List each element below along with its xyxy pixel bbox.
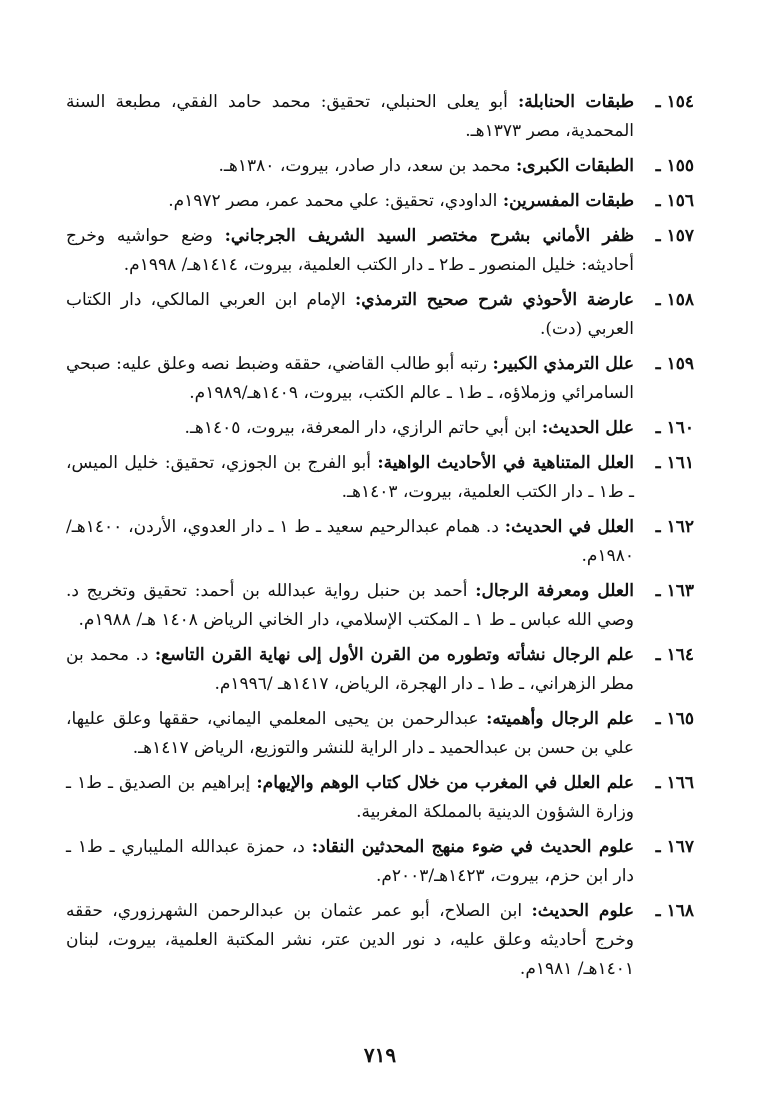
bibliography-entry bbox=[66, 350, 694, 408]
bibliography-entry bbox=[66, 577, 694, 635]
entry-number: ١٥٥ـ bbox=[655, 156, 694, 176]
entry-number: ١٥٩ـ bbox=[655, 354, 694, 374]
entry-title: علوم الحديث: bbox=[531, 901, 635, 921]
entry-text: أحمد بن حنبل رواية عبدالله بن أحمد: تحقيق وتخريج د. وصي الله عباس ـ ط ١ ـ المكتب الإسلامي، دار الخاني الرياض ١٤٠٨ هـ/ ١٩٨٨م. bbox=[66, 581, 634, 630]
entry-body bbox=[66, 449, 634, 507]
entry-text: د. همام عبدالرحيم سعيد ـ ط ١ ـ دار العدوي، الأردن، ١٤٠٠هـ/ ١٩٨٠م. bbox=[66, 517, 634, 566]
entry-title: ظفر الأماني بشرح مختصر السيد الشريف الجرجاني: bbox=[224, 226, 634, 246]
bibliography-entry bbox=[66, 88, 694, 146]
entry-number: ١٦٤ـ bbox=[655, 645, 694, 665]
entry-text: ابن الصلاح، أبو عمر عثمان بن عبدالرحمن الشهرزوري، حققه وخرج أحاديثه وعلق عليه، د نور الدين عتر، نشر المكتبة العلمية، بيروت، لبنان ١٤٠١هـ/ ١٩٨١م. bbox=[66, 901, 634, 979]
bibliography-entry bbox=[66, 705, 694, 763]
entry-body bbox=[66, 286, 634, 344]
entry-body bbox=[66, 152, 634, 181]
bibliography-entry bbox=[66, 897, 694, 984]
entry-body bbox=[66, 222, 634, 280]
entry-title: طبقات الحنابلة: bbox=[517, 92, 635, 112]
entry-body bbox=[66, 641, 634, 699]
entry-title: العلل ومعرفة الرجال: bbox=[475, 581, 634, 601]
entry-title: عارضة الأحوذي شرح صحيح الترمذي: bbox=[354, 290, 634, 310]
entry-number: ١٥٧ـ bbox=[655, 226, 694, 246]
bibliography-entry bbox=[66, 286, 694, 344]
entry-number: ١٦١ـ bbox=[655, 453, 694, 473]
bibliography-entry bbox=[66, 414, 694, 443]
entry-body bbox=[66, 350, 634, 408]
entry-text: إبراهيم بن الصديق ـ ط١ ـ وزارة الشؤون الدينية بالمملكة المغربية. bbox=[66, 773, 634, 822]
entry-text: رتبه أبو طالب القاضي، حققه وضبط نصه وعلق عليه: صبحي السامرائي وزملاؤه، ـ ط١ ـ عالم الكتب، بيروت، ١٤٠٩هـ/١٩٨٩م. bbox=[66, 354, 634, 403]
entry-number: ١٥٦ـ bbox=[655, 191, 694, 211]
entry-text: د. محمد بن مطر الزهراني، ـ ط١ ـ دار الهجرة، الرياض، ١٤١٧هـ /١٩٩٦م. bbox=[66, 645, 634, 694]
entry-text: الداودي، تحقيق: علي محمد عمر، مصر ١٩٧٢م. bbox=[168, 191, 503, 211]
entry-text: الإمام ابن العربي المالكي، دار الكتاب العربي (دت). bbox=[66, 290, 634, 339]
entry-body bbox=[66, 897, 634, 984]
entry-title: علوم الحديث في ضوء منهج المحدثين النقاد: bbox=[311, 837, 634, 857]
entry-number: ١٥٤ـ bbox=[655, 92, 694, 112]
entry-title: علل الحديث: bbox=[541, 418, 634, 438]
entry-number: ١٦٧ـ bbox=[655, 837, 694, 857]
entry-title: العلل المتناهية في الأحاديث الواهية: bbox=[377, 453, 635, 473]
entry-title: علم الرجال وأهميته: bbox=[486, 709, 635, 729]
entry-body bbox=[66, 187, 634, 216]
bibliography-entry bbox=[66, 513, 694, 571]
bibliography-entry bbox=[66, 769, 694, 827]
entry-text: أبو يعلى الحنبلي، تحقيق: محمد حامد الفقي، مطبعة السنة المحمدية، مصر ١٣٧٣هـ. bbox=[66, 92, 634, 141]
entry-text: ابن أبي حاتم الرازي، دار المعرفة، بيروت، ١٤٠٥هـ. bbox=[184, 418, 542, 438]
bibliography-entry bbox=[66, 833, 694, 891]
bibliography-entry bbox=[66, 187, 694, 216]
entry-body bbox=[66, 833, 634, 891]
bibliography-list bbox=[66, 88, 694, 990]
entry-body bbox=[66, 769, 634, 827]
entry-title: علم الرجال نشأته وتطوره من القرن الأول إلى نهاية القرن التاسع: bbox=[154, 645, 634, 665]
entry-title: العلل في الحديث: bbox=[504, 517, 634, 537]
entry-number: ١٦٥ـ bbox=[655, 709, 694, 729]
entry-title: طبقات المفسرين: bbox=[502, 191, 634, 211]
bibliography-entry bbox=[66, 222, 694, 280]
entry-body bbox=[66, 577, 634, 635]
page-number: ٧١٩ bbox=[363, 1043, 397, 1067]
entry-title: الطبقات الكبرى: bbox=[515, 156, 634, 176]
entry-body bbox=[66, 88, 634, 146]
entry-body bbox=[66, 414, 634, 443]
entry-number: ١٥٨ـ bbox=[655, 290, 694, 310]
entry-text: محمد بن سعد، دار صادر، بيروت، ١٣٨٠هـ. bbox=[218, 156, 516, 176]
entry-text: د، حمزة عبدالله المليباري ـ ط١ ـ دار ابن حزم، بيروت، ١٤٢٣هـ/٢٠٠٣م. bbox=[66, 837, 634, 886]
entry-body bbox=[66, 513, 634, 571]
entry-text: عبدالرحمن بن يحيى المعلمي اليماني، حققها وعلق عليها، علي بن حسن بن عبدالحميد ـ دار الراية للنشر والتوزيع، الرياض ١٤١٧هـ. bbox=[66, 709, 634, 758]
entry-title: علم العلل في المغرب من خلال كتاب الوهم والإيهام: bbox=[256, 773, 634, 793]
entry-number: ١٦٦ـ bbox=[655, 773, 694, 793]
bibliography-entry bbox=[66, 449, 694, 507]
entry-title: علل الترمذي الكبير: bbox=[492, 354, 635, 374]
bibliography-entry bbox=[66, 641, 694, 699]
entry-text: أبو الفرج بن الجوزي، تحقيق: خليل الميس، ـ ط١ ـ دار الكتب العلمية، بيروت، ١٤٠٣هـ. bbox=[66, 453, 634, 502]
bibliography-entry bbox=[66, 152, 694, 181]
entry-body bbox=[66, 705, 634, 763]
entry-text: وضع حواشيه وخرج أحاديثه: خليل المنصور ـ ط٢ ـ دار الكتب العلمية، بيروت، ١٤١٤هـ/ ١٩٩٨م. bbox=[66, 226, 634, 275]
entry-number: ١٦٣ـ bbox=[655, 581, 694, 601]
entry-number: ١٦٠ـ bbox=[655, 418, 694, 438]
entry-number: ١٦٢ـ bbox=[655, 517, 694, 537]
entry-number: ١٦٨ـ bbox=[655, 901, 694, 921]
